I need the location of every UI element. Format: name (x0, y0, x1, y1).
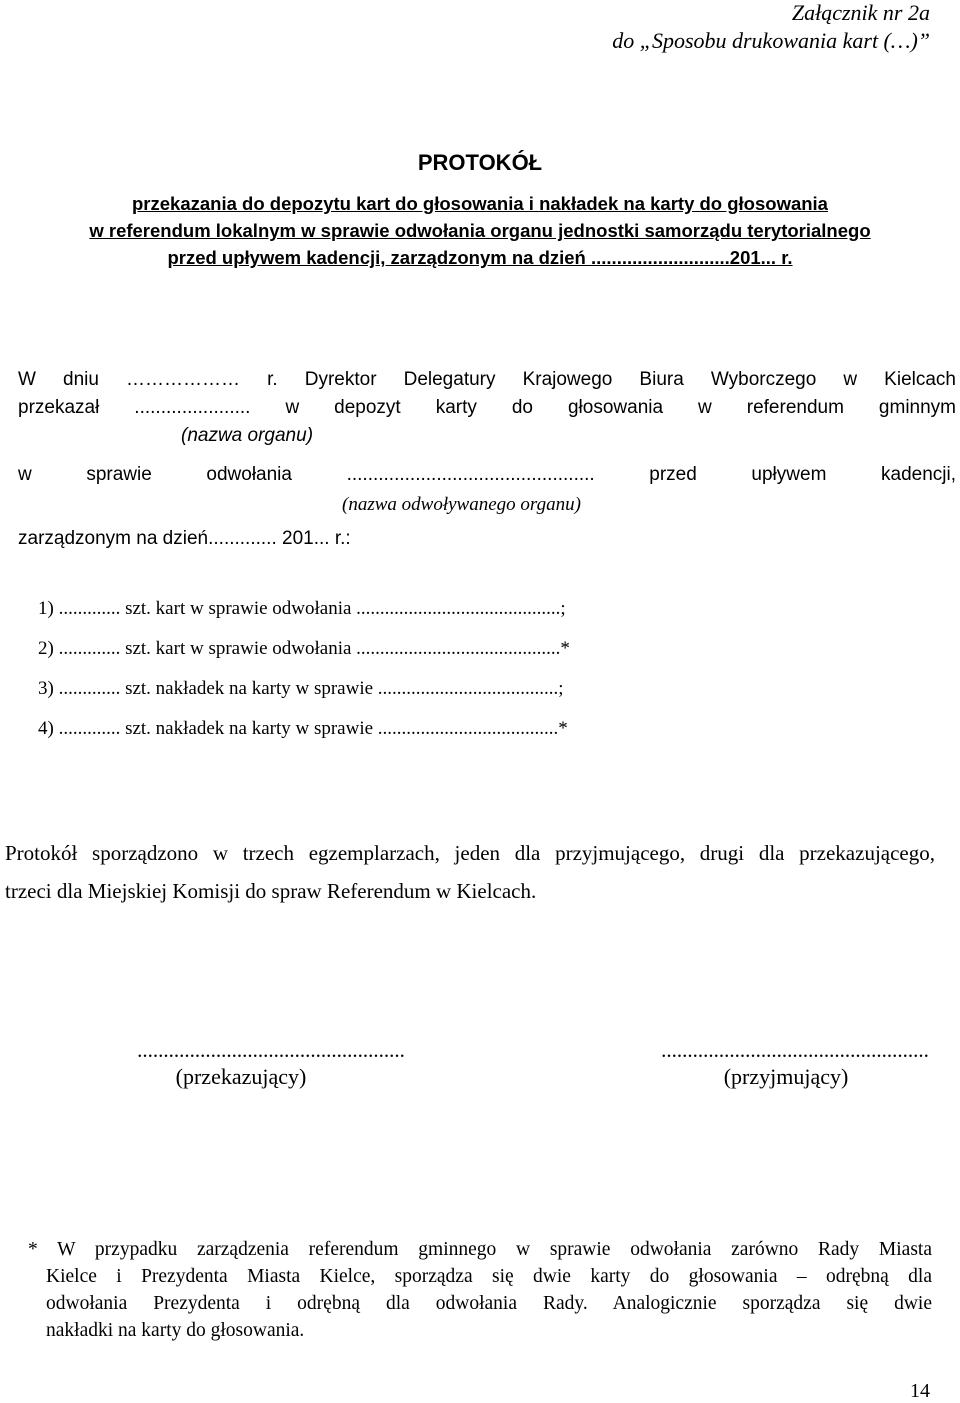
list-item-1: 1) ............. szt. kart w sprawie odwołania ...........................................; (38, 598, 566, 619)
list-item-4: 4) ............. szt. nakładek na karty w sprawie ......................................* (38, 718, 568, 739)
footnote-line-4: nakładki na karty do głosowania. (46, 1320, 305, 1341)
annex-line-2: do „Sposobu drukowania kart (…)” (612, 28, 930, 53)
document-title: PROTOKÓŁ (417, 150, 543, 175)
annex-line-1: Załącznik nr 2a (791, 0, 930, 25)
signature-label-left: (przekazujący) (175, 1064, 307, 1089)
list-item-2: 2) ............. szt. kart w sprawie odwołania ...........................................* (38, 638, 570, 659)
list-item-3: 3) ............. szt. nakładek na karty w sprawie ......................................; (38, 678, 564, 699)
footnote-line-1: * W przypadku zarządzenia referendum gminnego w sprawie odwołania zarówno Rady Miasta (28, 1239, 932, 1260)
body-line-1: W dniu ……………… r. Dyrektor Delegatury Krajowego Biura Wyborczego w Kielcach (18, 369, 956, 390)
note-recalled-organ: (nazwa odwoływanego organu) (342, 494, 581, 515)
body-line-4: zarządzonym na dzień............. 201... r.: (18, 528, 351, 549)
footnote-line-2: Kielce i Prezydenta Miasta Kielce, sporządza się dwie karty do głosowania – odrębną dla (46, 1266, 932, 1287)
subtitle-line-1: przekazania do depozytu kart do głosowania i nakładek na karty do głosowania (132, 193, 828, 214)
signature-line-left: ................................................... (137, 1038, 405, 1062)
footnote-line-3: odwołania Prezydenta i odrębną dla odwołania Rady. Analogicznie sporządza się dwie (46, 1293, 932, 1314)
body-line-2: przekazał ...................... w depozyt karty do głosowania w referendum gminnym (18, 397, 956, 418)
note-organ-name: (nazwa organu) (181, 425, 314, 446)
footnote (28, 1236, 932, 1344)
closing-paragraph (5, 834, 935, 910)
closing-line-2: trzeci dla Miejskiej Komisji do spraw Referendum w Kielcach. (5, 879, 537, 903)
closing-line-1: Protokół sporządzono w trzech egzemplarzach, jeden dla przyjmującego, drugi dla przekazującego, (5, 841, 935, 865)
signature-line-right: ................................................... (661, 1038, 929, 1062)
signature-label-right: (przyjmujący) (723, 1064, 849, 1089)
body-line-3: w sprawie odwołania ............................................... przed upływem kadencji, (18, 464, 956, 485)
subtitle-line-2: w referendum lokalnym w sprawie odwołania organu jednostki samorządu terytorialnego (89, 220, 871, 241)
subtitle-line-3: przed upływem kadencji, zarządzonym na dzień ...........................201... r. (167, 247, 793, 268)
page-number: 14 (910, 1380, 930, 1402)
